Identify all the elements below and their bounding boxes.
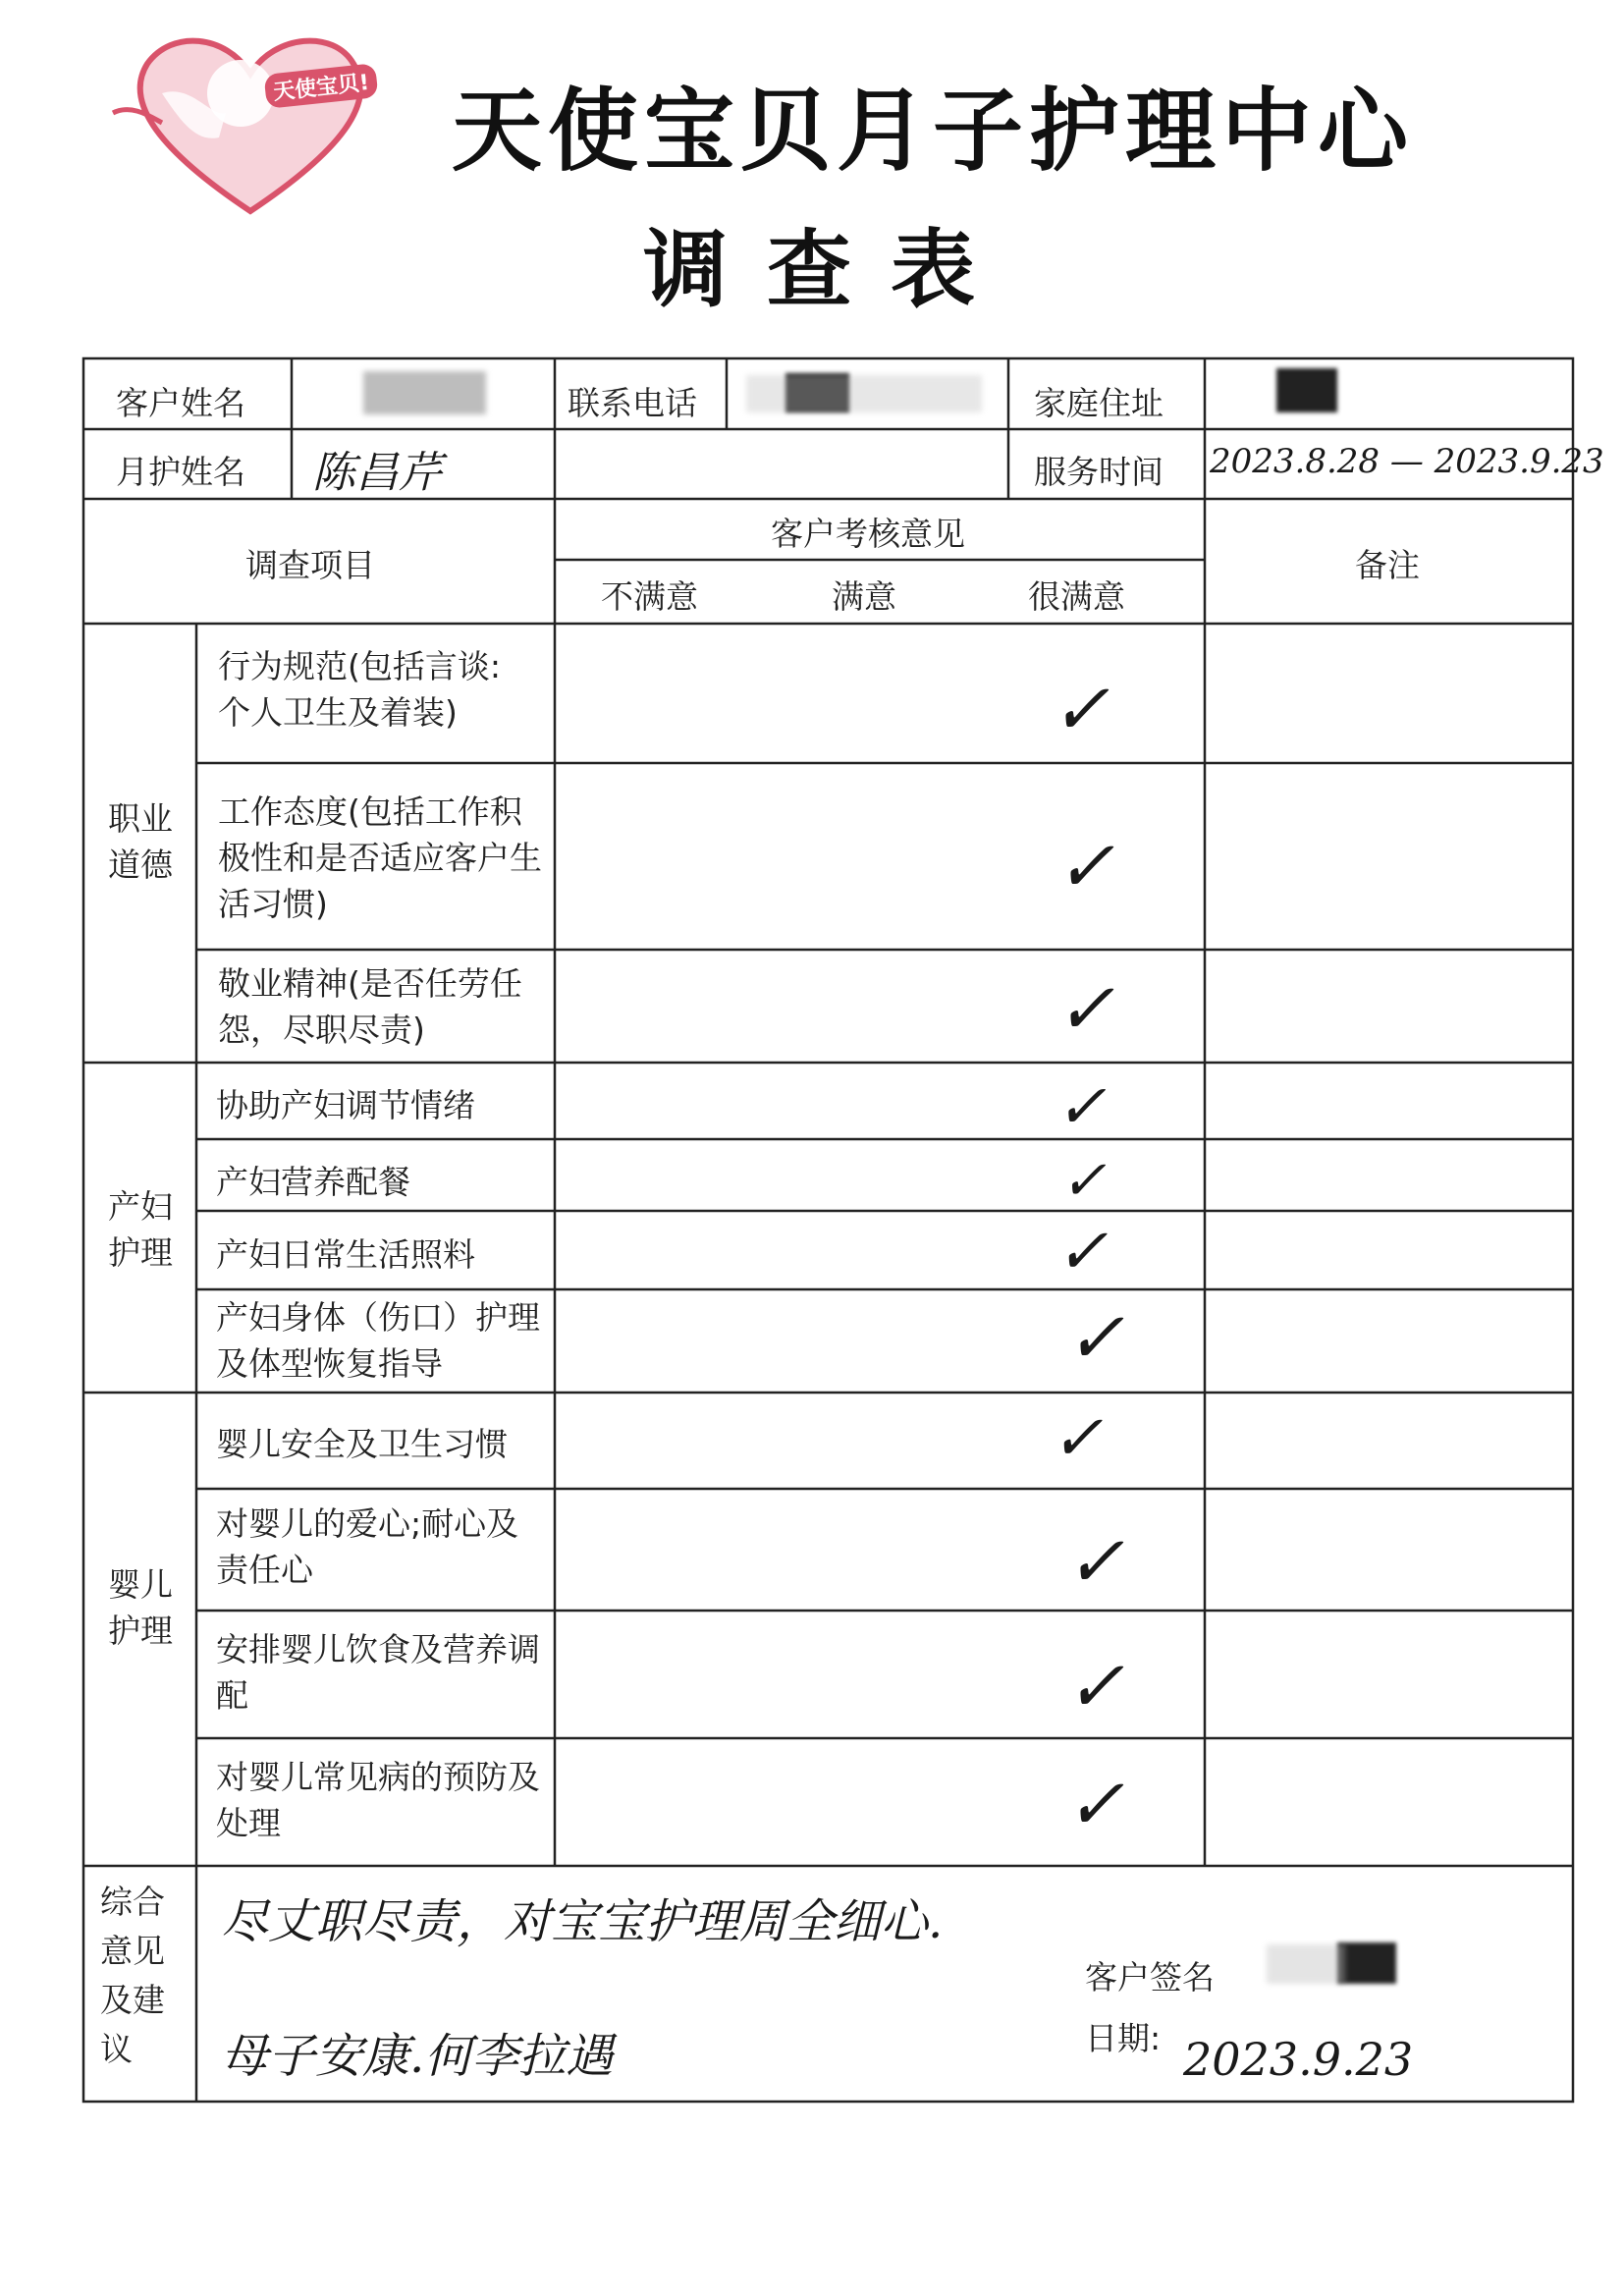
survey-item: 行为规范(包括言谈:个人卫生及着装): [218, 647, 501, 732]
survey-item: 敬业精神(是否任劳任怨，尽职尽责): [218, 964, 522, 1049]
nanny-name-handwritten: 陈昌芹: [312, 448, 442, 498]
check-mark-very-satisfied: ✓: [1056, 825, 1115, 907]
unsatisfied-column-header: 不满意: [601, 577, 698, 616]
service-time-label: 服务时间: [1034, 453, 1164, 491]
address-redaction: [1276, 368, 1337, 412]
survey-item: 产妇营养配餐: [216, 1163, 410, 1201]
summary-label: 综合意见及建议: [100, 1883, 165, 2068]
check-mark-very-satisfied: ✓: [1051, 668, 1110, 750]
satisfied-column-header: 满意: [832, 577, 896, 616]
survey-item: 婴儿安全及卫生习惯: [216, 1425, 508, 1463]
signature-label: 客户签名: [1085, 1958, 1215, 1996]
service-time-handwritten: 2023.8.28 — 2023.9.23: [1210, 442, 1604, 481]
page-subtitle: 调查表: [643, 221, 1014, 319]
survey-item: 产妇日常生活照料: [216, 1235, 475, 1274]
signature-redaction-light: [1267, 1944, 1345, 1984]
nanny-label: 月护姓名: [116, 453, 245, 491]
signature-redaction: [1337, 1942, 1396, 1984]
category-mother-care: 产妇护理: [108, 1187, 173, 1272]
category-baby-care: 婴儿护理: [108, 1565, 173, 1650]
check-mark-very-satisfied: ✓: [1051, 1402, 1104, 1475]
address-label: 家庭住址: [1034, 384, 1164, 422]
check-mark-very-satisfied: ✓: [1065, 1296, 1125, 1379]
logo-text: 天使宝贝!: [263, 63, 378, 109]
survey-item: 对婴儿的爱心;耐心及责任心: [216, 1504, 519, 1589]
check-mark-very-satisfied: ✓: [1065, 1763, 1125, 1845]
survey-item: 安排婴儿饮食及营养调配: [216, 1630, 540, 1715]
phone-label: 联系电话: [568, 384, 697, 422]
check-mark-very-satisfied: ✓: [1065, 1645, 1125, 1727]
item-column-header: 调查项目: [245, 546, 375, 584]
summary-comment-line1: 尽丈职尽责，对宝宝护理周全细心.: [221, 1894, 944, 1949]
check-mark-very-satisfied: ✓: [1060, 1149, 1107, 1213]
survey-item: 协助产妇调节情绪: [216, 1086, 475, 1124]
opinion-column-header: 客户考核意见: [771, 515, 965, 553]
summary-comment-line2: 母子安康.何李拉遇: [221, 2029, 614, 2084]
page-title: 天使宝贝月子护理中心: [452, 79, 1415, 184]
customer-name-label: 客户姓名: [116, 384, 245, 422]
date-handwritten: 2023.9.23: [1183, 2033, 1414, 2086]
remark-column-header: 备注: [1355, 546, 1420, 584]
survey-item: 对婴儿常见病的预防及处理: [216, 1758, 540, 1842]
date-label: 日期:: [1085, 2019, 1162, 2057]
survey-item: 产妇身体（伤口）护理及体型恢复指导: [216, 1298, 540, 1383]
check-mark-very-satisfied: ✓: [1056, 1070, 1107, 1142]
very-satisfied-column-header: 很满意: [1028, 577, 1125, 616]
category-professional-ethics: 职业道德: [108, 799, 173, 884]
check-mark-very-satisfied: ✓: [1065, 1520, 1125, 1603]
check-mark-very-satisfied: ✓: [1056, 967, 1115, 1050]
survey-item: 工作态度(包括工作积极性和是否适应客户生活习惯): [218, 793, 542, 923]
check-mark-very-satisfied: ✓: [1056, 1216, 1109, 1288]
customer-name-redaction: [363, 371, 486, 414]
phone-redaction-light: [746, 375, 982, 412]
